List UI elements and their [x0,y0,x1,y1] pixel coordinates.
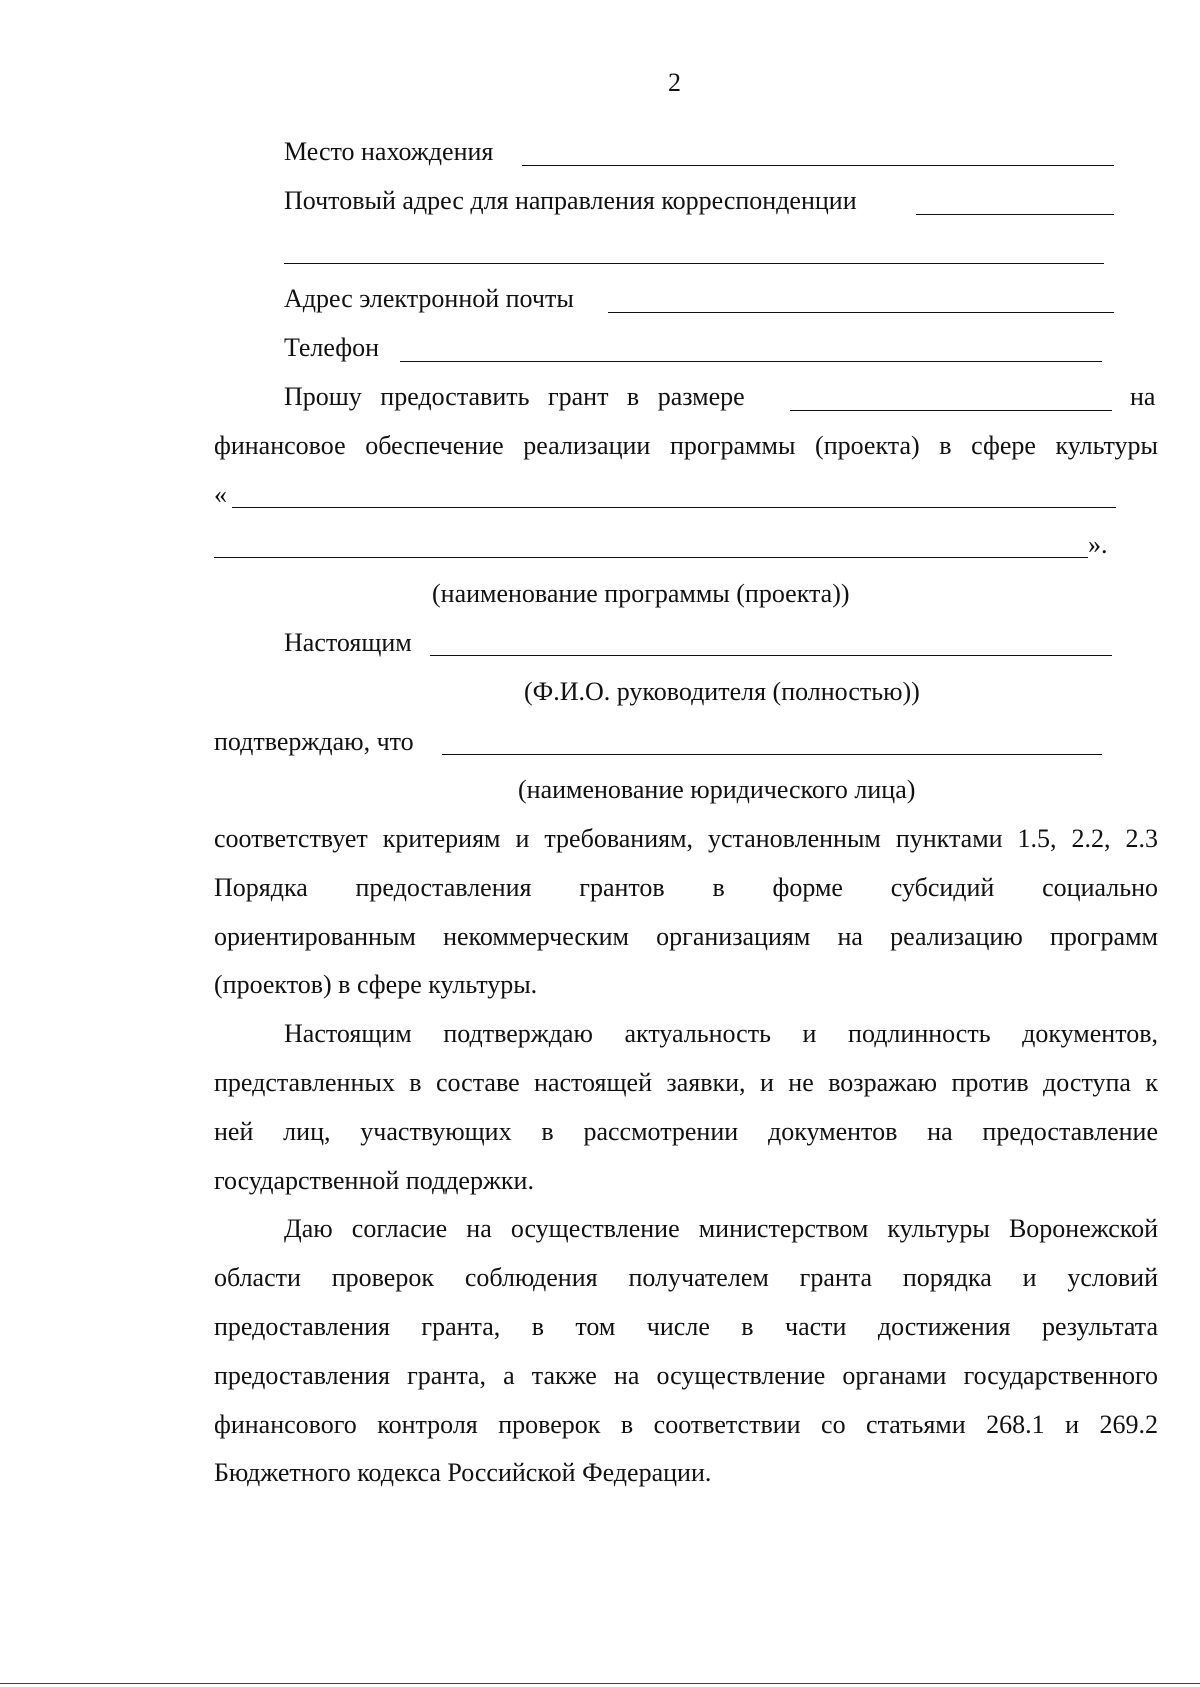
location-label: Место нахождения [284,137,494,166]
request-tail: на [1130,382,1156,411]
grant-amount-blank [790,410,1112,411]
director-name-caption: (Ф.И.О. руководителя (полностью)) [524,677,920,706]
paragraph-2-line: Настоящим подтверждаю актуальность и подлинность документов, [284,1019,1158,1048]
paragraph-1-line: ориентированным некоммерческим организациям на реализацию программ [214,922,1158,951]
paragraph-1-line: соответствует критериям и требованиям, установленным пунктами 1.5, 2.2, 2.3 [214,824,1158,853]
close-quote: ». [1088,530,1108,559]
page-bottom-edge [0,1683,1200,1684]
legal-entity-caption: (наименование юридического лица) [518,775,916,804]
paragraph-1-line: (проектов) в сфере культуры. [214,970,538,999]
postal-address-blank-2 [284,263,1104,264]
location-blank [522,165,1114,166]
paragraph-3-line: области проверок соблюдения получателем гранта порядка и условий [214,1263,1158,1292]
request-line-2: финансовое обеспечение реализации программы (проекта) в сфере культуры [214,431,1158,460]
paragraph-2-line: государственной поддержки. [214,1166,534,1195]
paragraph-3-line: предоставления гранта, а также на осуществление органами государственного [214,1361,1158,1390]
program-name-blank-1 [232,507,1116,508]
paragraph-3-line: Даю согласие на осуществление министерством культуры Воронежской [284,1214,1158,1243]
paragraph-3-line: Бюджетного кодекса Российской Федерации. [214,1458,712,1487]
open-quote: « [214,480,227,509]
postal-address-blank-1 [916,214,1114,215]
postal-address-label: Почтовый адрес для направления корреспонденции [284,186,857,215]
certify-lead: Настоящим [284,628,412,657]
page-number: 2 [668,68,681,97]
paragraph-1-line: Порядка предоставления грантов в форме субсидий социально [214,873,1158,902]
email-blank [608,312,1114,313]
request-lead: Прошу предоставить грант в размере [284,382,745,411]
email-label: Адрес электронной почты [284,284,574,313]
program-name-caption: (наименование программы (проекта)) [432,579,850,608]
confirm-lead: подтверждаю, что [214,727,414,756]
program-name-blank-2 [214,557,1088,558]
director-name-blank [430,655,1112,656]
phone-label: Телефон [284,333,380,362]
paragraph-2-line: представленных в составе настоящей заявки, и не возражаю против доступа к [214,1068,1158,1097]
paragraph-3-line: предоставления гранта, в том числе в части достижения результата [214,1312,1158,1341]
paragraph-3-line: финансового контроля проверок в соответствии со статьями 268.1 и 269.2 [214,1410,1158,1439]
legal-entity-blank [442,754,1102,755]
phone-blank [400,361,1102,362]
paragraph-2-line: ней лиц, участвующих в рассмотрении документов на предоставление [214,1117,1158,1146]
